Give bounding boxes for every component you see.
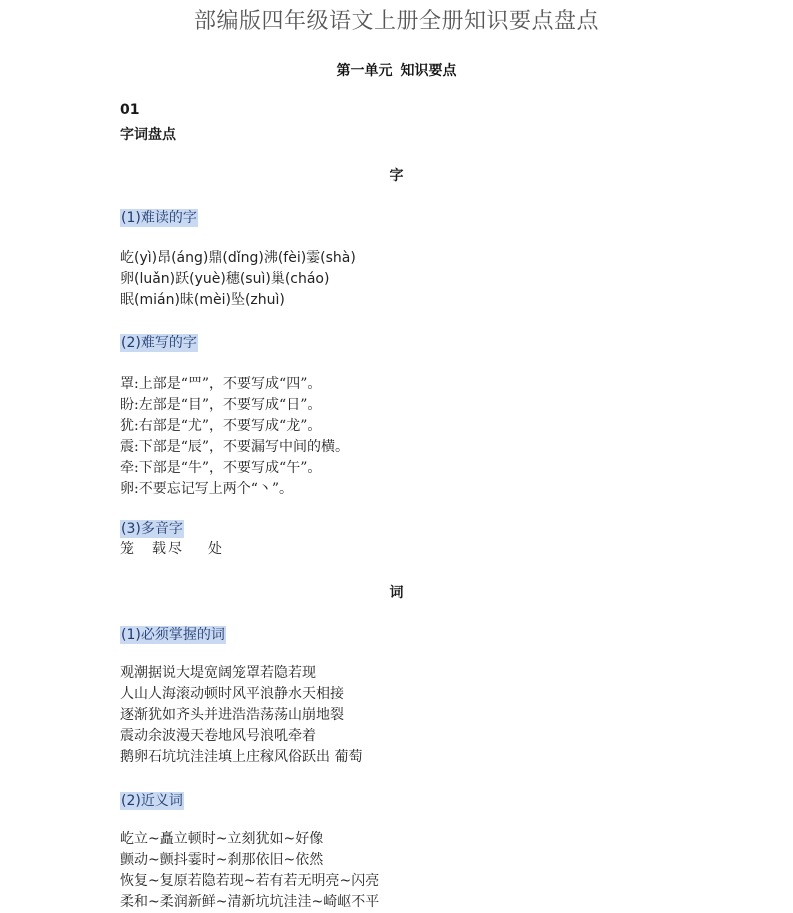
unit-name: 第一单元 [336, 63, 393, 79]
synonyms-label: (2)近义词 [121, 793, 183, 809]
must-master-label: (1)必须掌握的词 [121, 627, 225, 643]
list-item: 恢复~复原若隐若现~若有若无明亮~闪亮 [120, 873, 380, 889]
section-number: 01 [120, 102, 140, 118]
hard-read-label: (1)难读的字 [121, 210, 197, 226]
list-item: 眠(mián)昧(mèi)坠(zhuì) [120, 292, 285, 308]
list-item: 柔和~柔润新鲜~清新坑坑洼洼~崎岖不平 [120, 894, 380, 910]
section-name: 字词盘点 [120, 127, 176, 143]
list-item: 震动余波漫天卷地风号浪吼牵着 [120, 728, 316, 744]
zi-heading: 字 [389, 168, 404, 184]
polyphone-list: 笼 载 尽 处 [120, 539, 222, 560]
list-item: 卵:不要忘记写上两个“丶”。 [120, 481, 294, 497]
list-item: 屹(yì)昂(áng)鼎(dǐng)沸(fèi)霎(shà) [120, 250, 356, 266]
list-item: 逐渐犹如齐头并进浩浩荡荡山崩地裂 [120, 707, 344, 723]
list-item: 鹅卵石坑坑洼洼填上庄稼风俗跃出 葡萄 [120, 749, 363, 765]
must-master-list [120, 663, 362, 768]
list-item: 人山人海滚动顿时风平浪静水天相接 [120, 686, 344, 702]
ci-heading: 词 [389, 585, 404, 601]
document-title: 部编版四年级语文上册全册知识要点盘点 [193, 9, 599, 34]
unit-subtitle: 知识要点 [400, 63, 457, 79]
polyphone-char: 处 [208, 541, 222, 557]
list-item: 观潮据说大堤宽阔笼罩若隐若现 [120, 665, 316, 681]
unit-heading [0, 60, 793, 80]
polyphone-label: (3)多音字 [121, 521, 183, 537]
polyphone-char: 笼 [120, 541, 134, 557]
hard-write-label: (2)难写的字 [121, 335, 197, 351]
hard-write-list [120, 374, 349, 500]
list-item: 盼:左部是“目”，不要写成“日”。 [120, 397, 322, 413]
list-item: 牵:下部是“牛”，不要写成“午”。 [120, 460, 322, 476]
synonyms-list [120, 829, 379, 913]
list-item: 卵(luǎn)跃(yuè)穗(suì)巢(cháo) [120, 271, 330, 287]
list-item: 犹:右部是“尤”，不要写成“龙”。 [120, 418, 322, 434]
list-item: 屹立~矗立顿时~立刻犹如~好像 [120, 831, 324, 847]
list-item: 颤动~颤抖霎时~刹那依旧~依然 [120, 852, 324, 868]
list-item: 震:下部是“辰”，不要漏写中间的横。 [120, 439, 350, 455]
list-item: 罩:上部是“罒”，不要写成“四”。 [120, 376, 322, 392]
hard-read-list [120, 248, 356, 311]
